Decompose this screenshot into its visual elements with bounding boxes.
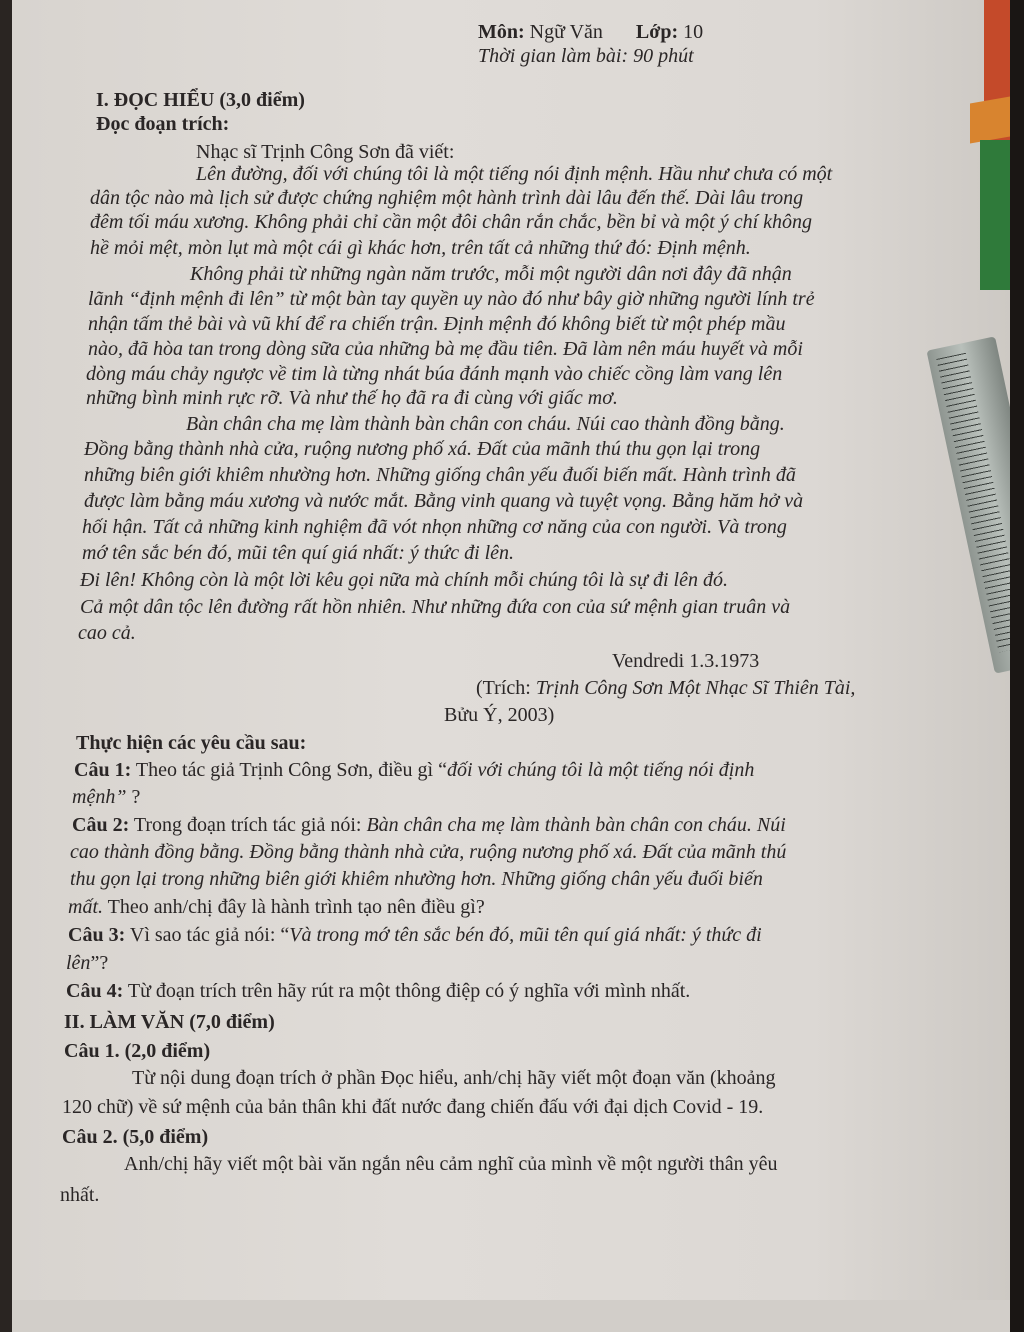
p1-line: dân tộc nào mà lịch sử được chứng nghiệm một hành trình dài lâu đến thế. Dài lâu trong bbox=[90, 187, 804, 209]
writing-c2-line: nhất. bbox=[60, 1184, 100, 1206]
question-2-quote: Bàn chân cha mẹ làm thành bàn chân con cháu. Núi bbox=[366, 814, 786, 836]
writing-c2-heading: Câu 2. (5,0 điểm) bbox=[62, 1126, 209, 1148]
p3-line: mớ tên sắc bén đó, mũi tên quí giá nhất: ý thức đi lên. bbox=[82, 542, 515, 564]
p1-line: đêm tối máu xương. Không phải chỉ cần một đôi chân rắn chắc, bền bỉ và một ý chí không bbox=[90, 211, 813, 233]
question-3-end: ”? bbox=[90, 952, 109, 974]
question-3-quote: Và trong mớ tên sắc bén đó, mũi tên quí giá nhất: ý thức đi bbox=[289, 924, 762, 946]
subject-value: Ngữ Văn bbox=[529, 21, 603, 43]
p1-line: Lên đường, đối với chúng tôi là một tiếng nói định mệnh. Hầu như chưa có một bbox=[196, 163, 833, 185]
p5-line: cao cả. bbox=[78, 622, 136, 644]
question-2-quote-end: mất. bbox=[68, 896, 103, 918]
question-1-text: Theo tác giả Trịnh Công Sơn, điều gì “ bbox=[131, 759, 447, 781]
source-title: Trịnh Công Sơn Một Nhạc Sĩ Thiên Tài, bbox=[535, 677, 856, 699]
excerpt-source-line2: Bửu Ý, 2003) bbox=[444, 704, 555, 726]
question-2-quote-line: cao thành đồng bằng. Đồng bằng thành nhà cửa, ruộng nương phố xá. Đất của mãnh thú bbox=[70, 841, 787, 863]
question-1 bbox=[74, 758, 754, 782]
reading-intro: Đọc đoạn trích: bbox=[96, 113, 230, 135]
p3-line: được làm bằng máu xương và nước mắt. Bằng vinh quang và tuyệt vọng. Bằng hăm hở và bbox=[84, 490, 804, 512]
question-4-label: Câu 4: bbox=[66, 980, 124, 1002]
p3-line: những biên giới khiêm nhường hơn. Những giống chân yếu đuối biến mất. Hành trình đã bbox=[84, 464, 796, 486]
background-book-green bbox=[980, 140, 1010, 290]
p3-line: Đồng bằng thành nhà cửa, ruộng nương phố xá. Đất của mãnh thú thu gọn lại trong bbox=[84, 438, 761, 460]
question-2 bbox=[72, 813, 786, 837]
question-3-label: Câu 3: bbox=[68, 924, 126, 946]
question-2-end: Theo anh/chị đây là hành trình tạo nên điều gì? bbox=[103, 896, 485, 918]
p2-line: lãnh “định mệnh đi lên” từ một bàn tay quyền uy nào đó như bây giờ những người lính trẻ bbox=[88, 288, 815, 310]
question-1-label: Câu 1: bbox=[74, 759, 132, 781]
photo-border bbox=[0, 0, 12, 1332]
question-2-line4 bbox=[68, 895, 485, 919]
p2-line: nhận tấm thẻ bài và vũ khí để ra chiến trận. Định mệnh đó không biết từ một phép mầu bbox=[88, 313, 786, 335]
p2-line: nào, đã hòa tan trong dòng sữa của những bà mẹ đầu tiên. Đã làm nên máu huyết và mỗi bbox=[88, 338, 803, 360]
question-3-quote-end: lên bbox=[66, 952, 91, 974]
p3-line: hối hận. Tất cả những kinh nghiệm đã vót nhọn những cơ năng của con người. Và trong bbox=[82, 516, 787, 538]
question-1-quote-end: mệnh” bbox=[72, 786, 127, 808]
reading-heading: I. ĐỌC HIỂU (3,0 điểm) bbox=[96, 89, 305, 111]
ruler bbox=[926, 336, 1010, 673]
subject-label: Môn: bbox=[478, 21, 525, 43]
writing-c2-line: Anh/chị hãy viết một bài văn ngắn nêu cảm nghĩ của mình về một người thân yêu bbox=[124, 1153, 778, 1175]
question-4-text: Từ đoạn trích trên hãy rút ra một thông điệp có ý nghĩa với mình nhất. bbox=[123, 980, 691, 1002]
writing-c1-heading: Câu 1. (2,0 điểm) bbox=[64, 1040, 211, 1062]
question-2-quote-line: thu gọn lại trong những biên giới khiêm nhường hơn. Những giống chân yếu đuối biến bbox=[70, 868, 763, 890]
question-2-text: Trong đoạn trích tác giả nói: bbox=[129, 814, 367, 836]
excerpt-date: Vendredi 1.3.1973 bbox=[612, 650, 760, 672]
question-1-quote: đối với chúng tôi là một tiếng nói định bbox=[447, 759, 755, 781]
grade-value: 10 bbox=[683, 21, 704, 43]
author-line: Nhạc sĩ Trịnh Công Sơn đã viết: bbox=[196, 141, 455, 163]
paper-bottom bbox=[12, 1300, 1010, 1332]
p2-line: Không phải từ những ngàn năm trước, mỗi một người dân nơi đây đã nhận bbox=[190, 263, 792, 285]
writing-heading: II. LÀM VĂN (7,0 điểm) bbox=[64, 1011, 275, 1033]
question-3-line2 bbox=[66, 951, 108, 975]
source-prefix: (Trích: bbox=[476, 677, 536, 699]
questions-heading: Thực hiện các yêu cầu sau: bbox=[76, 732, 307, 754]
subject-line bbox=[478, 20, 703, 44]
question-1-end: ? bbox=[126, 786, 141, 808]
excerpt-source bbox=[476, 676, 855, 700]
writing-c1-line: 120 chữ) về sứ mệnh của bản thân khi đất nước đang chiến đấu với đại dịch Covid - 19. bbox=[62, 1096, 764, 1118]
writing-c1-line: Từ nội dung đoạn trích ở phần Đọc hiểu, anh/chị hãy viết một đoạn văn (khoảng bbox=[132, 1067, 776, 1089]
p2-line: dòng máu chảy ngược về tim là từng nhát búa đánh mạnh vào chiếc cồng làm vang lên bbox=[86, 363, 783, 385]
background-book-corner bbox=[970, 96, 1010, 143]
p1-line: hề mỏi mệt, mòn lụt mà một cái gì khác hơn, trên tất cả những thứ đó: Định mệnh. bbox=[90, 237, 751, 259]
exam-time: Thời gian làm bài: 90 phút bbox=[478, 45, 694, 67]
question-3-text: Vì sao tác giả nói: “ bbox=[125, 924, 290, 946]
p5-line: Cả một dân tộc lên đường rất hồn nhiên. Như những đứa con của sứ mệnh gian truân và bbox=[80, 596, 791, 618]
question-3 bbox=[68, 923, 762, 947]
grade-label: Lớp: bbox=[635, 21, 679, 43]
question-1-line2 bbox=[72, 785, 140, 809]
p3-line: Bàn chân cha mẹ làm thành bàn chân con cháu. Núi cao thành đồng bằng. bbox=[186, 413, 785, 435]
question-2-label: Câu 2: bbox=[72, 814, 130, 836]
question-4 bbox=[66, 979, 690, 1003]
p4-line: Đi lên! Không còn là một lời kêu gọi nữa mà chính mỗi chúng tôi là sự đi lên đó. bbox=[80, 569, 728, 591]
p2-line: những bình minh rực rỡ. Và như thế họ đã ra đi cùng với giấc mơ. bbox=[86, 387, 618, 409]
